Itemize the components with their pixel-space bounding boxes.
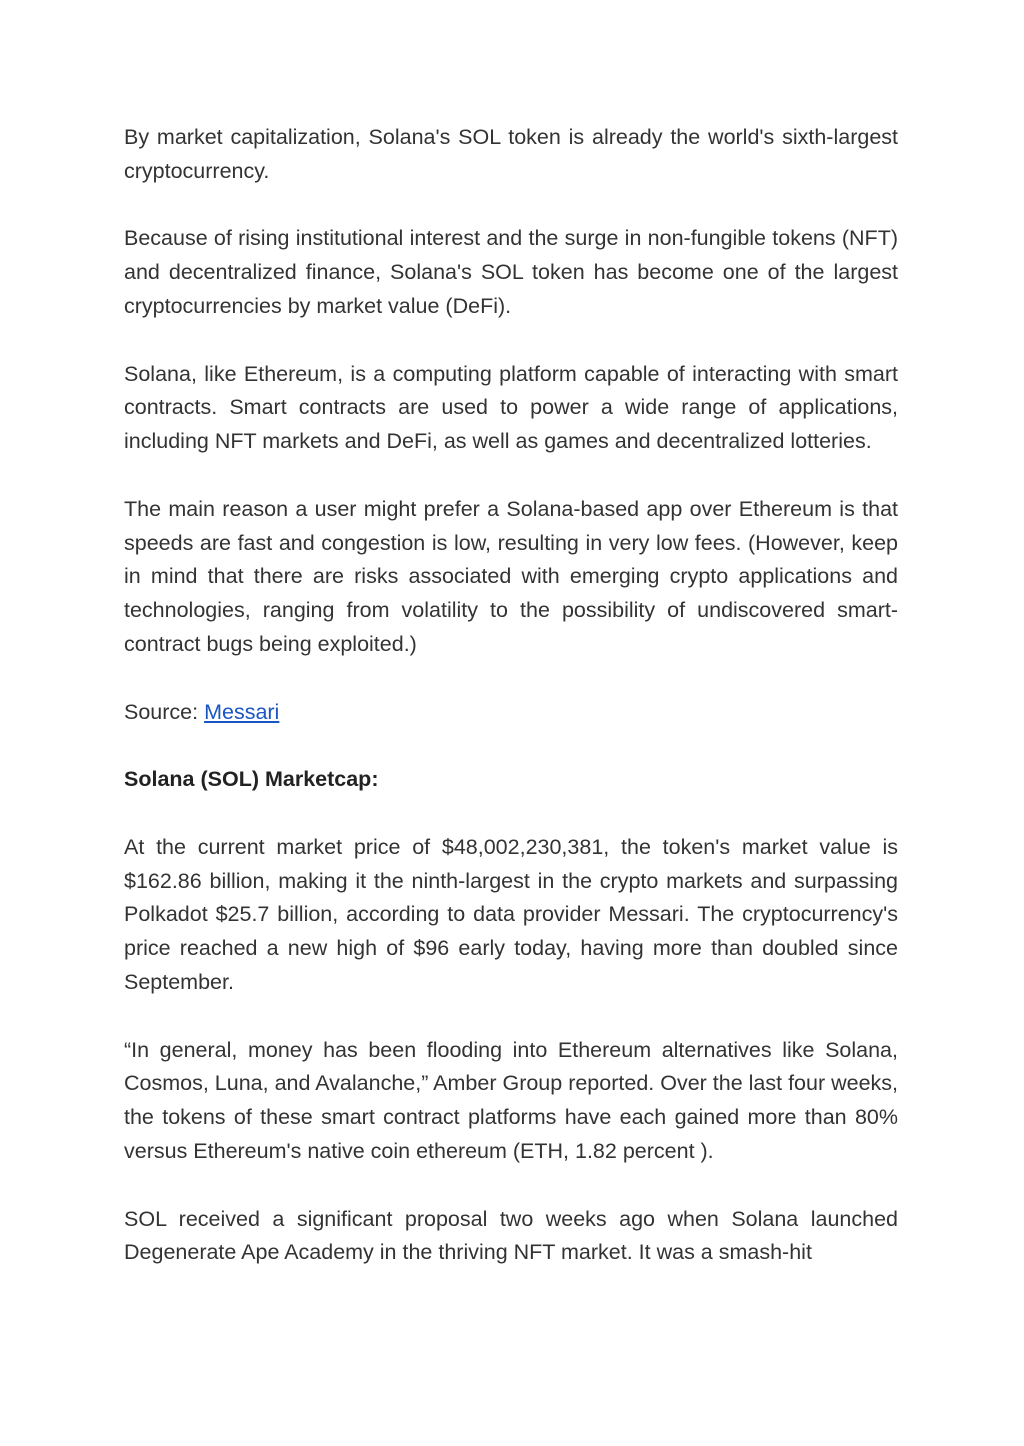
paragraph-smart-contracts: Solana, like Ethereum, is a computing platform capable of interacting with smart contracts. Smart contracts are used to power a wide range of applications, including NFT markets and DeFi, as well as games and decentralized lotteries. [124,361,898,454]
section-heading: Solana (SOL) Marketcap: [124,767,379,792]
paragraph-amber-group: “In general, money has been flooding into Ethereum alternatives like Solana, Cosmos, Luna, and Avalanche,” Amber Group reported. Over the last four weeks, the tokens of these smart contract platforms have each gained more than 80% versus Ethereum's native coin ethereum (ETH, 1.82 percent ). [124,1037,899,1163]
source-line [124,696,898,730]
paragraph-degenerate-ape: SOL received a significant proposal two weeks ago when Solana launched Degenerate Ape Academy in the thriving NFT market. It was a smash-hit [124,1206,898,1265]
paragraph-market-value: At the current market price of $48,002,230,381, the token's market value is $162.86 billion, making it the ninth-largest in the crypto markets and surpassing Polkadot $25.7 billion, according to data provider Messari. The cryptocurrency's price reached a new high of $96 early today, having more than doubled since September. [124,834,898,994]
paragraph-speed-fees: The main reason a user might prefer a Solana-based app over Ethereum is that speeds are fast and congestion is low, resulting in very low fees. (However, keep in mind that there are risks associated with emerging crypto applications and technologies, ranging from volatility to the possibility of undiscovered smart-contract bugs being exploited.) [124,496,898,656]
source-label: Source: [124,699,205,724]
paragraph-institutional-interest: Because of rising institutional interest and the surge in non-fungible tokens (NFT) and decentralized finance, Solana's SOL token has become one of the largest cryptocurrencies by market value (DeFi). [124,226,898,318]
document-body [124,121,898,1304]
source-link-messari[interactable]: Messari [204,699,280,724]
paragraph-sol-rank: By market capitalization, Solana's SOL token is already the world's sixth-largest cryptocurrency. [124,125,898,183]
